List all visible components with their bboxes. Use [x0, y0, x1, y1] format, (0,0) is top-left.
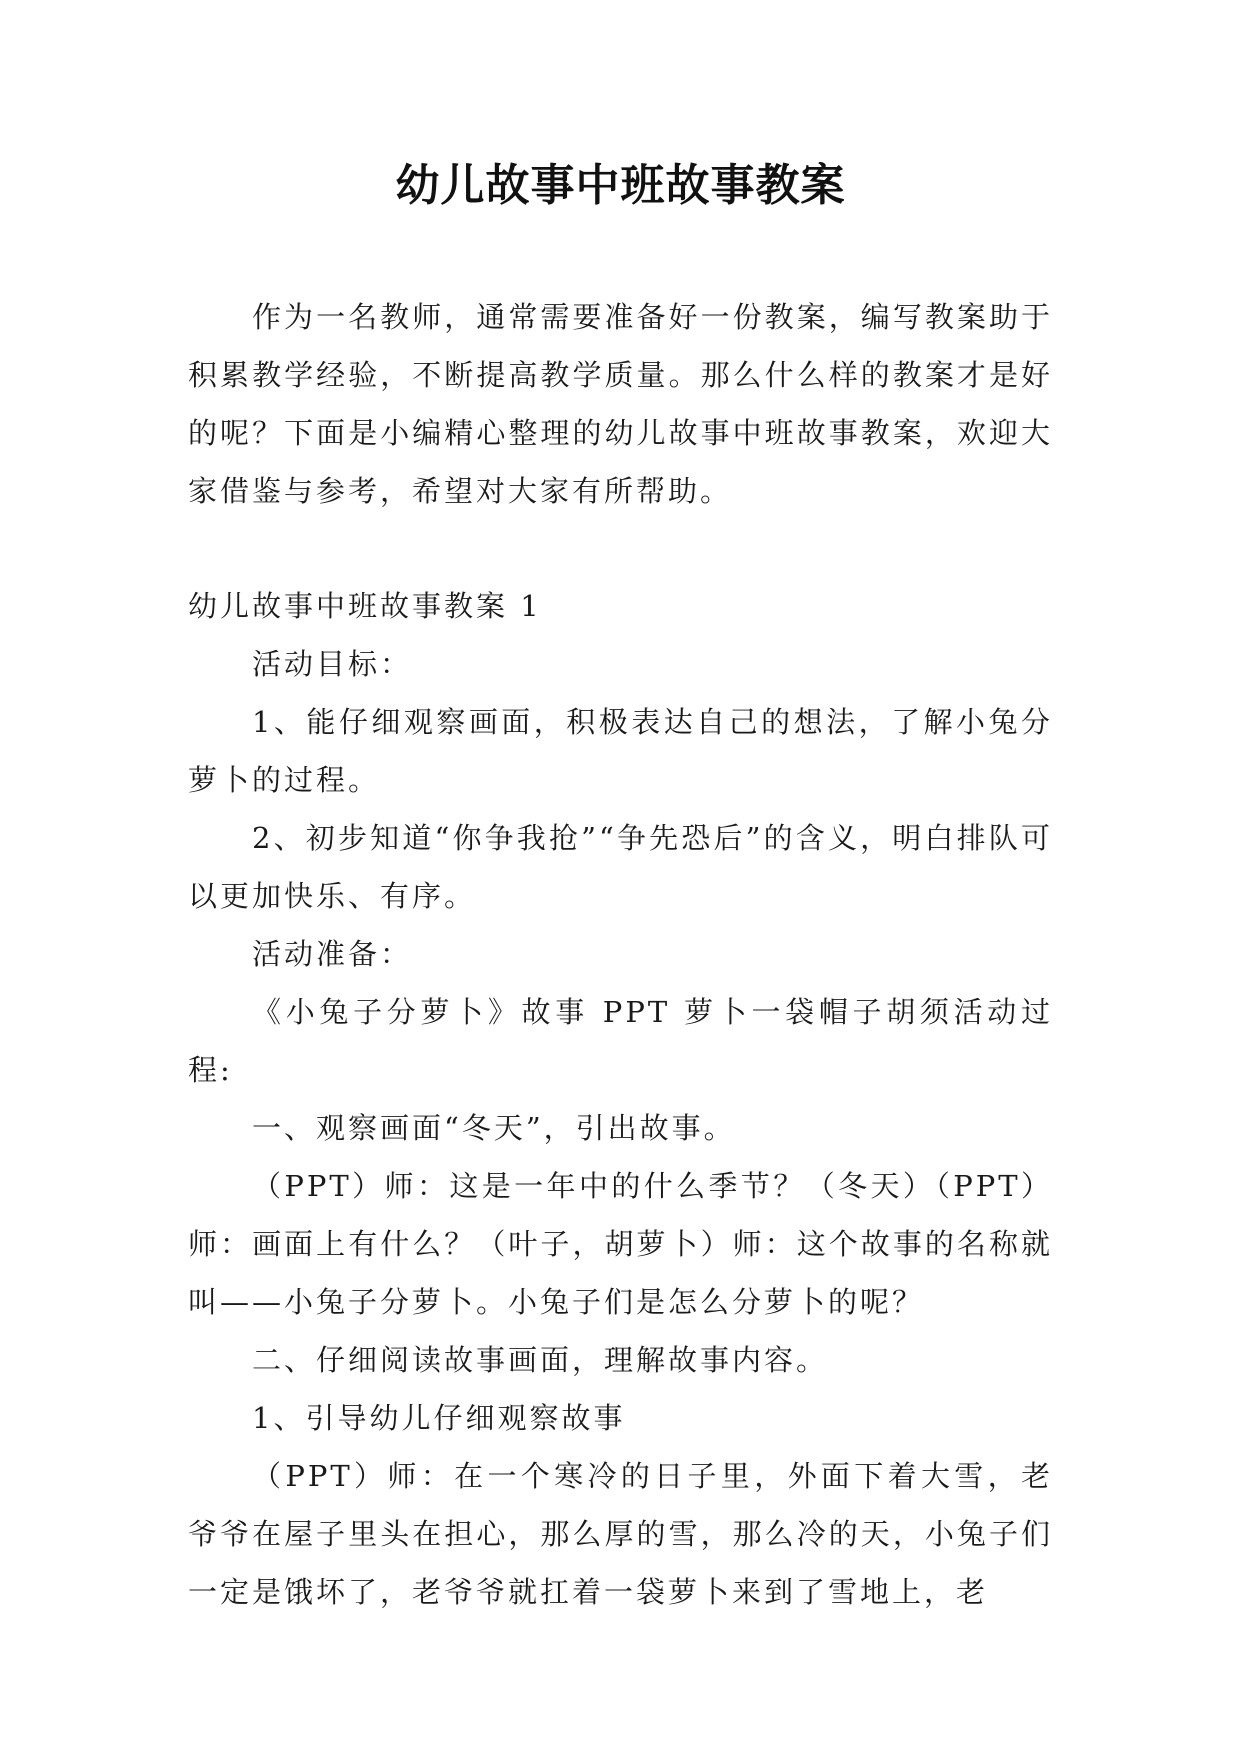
section-heading: 幼儿故事中班故事教案 1 — [188, 589, 542, 623]
paragraph: 1、能仔细观察画面，积极表达自己的想法，了解小兔分萝卜的过程。 — [188, 705, 1053, 797]
paragraph: 2、初步知道“你争我抢”“争先恐后”的含义，明白排队可以更加快乐、有序。 — [188, 821, 1053, 913]
paragraph: （PPT）师：在一个寒冷的日子里，外面下着大雪，老爷爷在屋子里头在担心，那么厚的雪，那么冷的天，小兔子们一定是饿坏了，老爷爷就扛着一袋萝卜来到了雪地上，老 — [188, 1459, 1053, 1609]
paragraph: 活动目标： — [252, 647, 413, 681]
paragraph: 二、仔细阅读故事画面，理解故事内容。 — [252, 1343, 829, 1377]
paragraph: 1、引导幼儿仔细观察故事 — [252, 1401, 626, 1435]
paragraph: （PPT）师：这是一年中的什么季节？（冬天）（PPT）师：画面上有什么？（叶子，胡萝卜）师：这个故事的名称就叫——小兔子分萝卜。小兔子们是怎么分萝卜的呢？ — [188, 1169, 1053, 1319]
lesson-plan-section — [188, 577, 1053, 1621]
intro-section — [188, 288, 1053, 520]
document-title: 幼儿故事中班故事教案 — [395, 160, 846, 211]
paragraph: 活动准备： — [252, 937, 413, 971]
intro-paragraph: 作为一名教师，通常需要准备好一份教案，编写教案助于积累教学经验，不断提高教学质量。那么什么样的教案才是好的呢？下面是小编精心整理的幼儿故事中班故事教案，欢迎大家借鉴与参考，希望对大家有所帮助。 — [188, 300, 1053, 508]
paragraph: 《小兔子分萝卜》故事 PPT 萝卜一袋帽子胡须活动过程: — [188, 995, 1053, 1087]
paragraph: 一、观察画面“冬天”，引出故事。 — [252, 1111, 736, 1145]
